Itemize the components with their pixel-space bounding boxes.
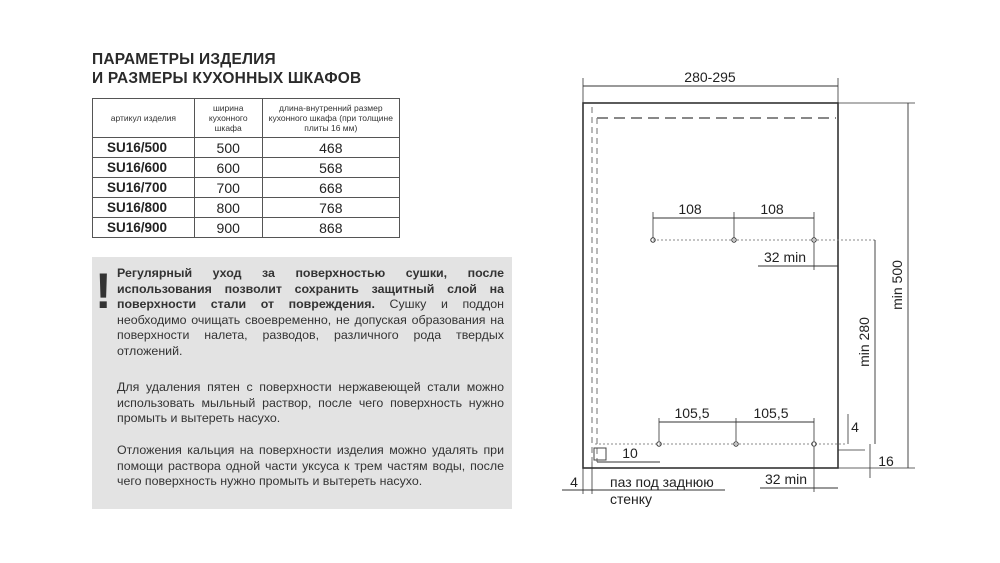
lower-offset: 32 min [764, 471, 808, 487]
upper-spacing-1: 108 [678, 201, 702, 217]
groove-marker [594, 448, 606, 460]
cell-article: SU16/800 [93, 198, 195, 218]
cell-article: SU16/500 [93, 138, 195, 158]
cell-length: 768 [262, 198, 399, 218]
header-width: ширина кухонного шкафа [194, 99, 262, 138]
upper-spacing-2: 108 [760, 201, 784, 217]
cell-length: 868 [262, 218, 399, 238]
header-article: артикул изделия [93, 99, 195, 138]
cabinet-outline [583, 103, 838, 468]
cell-length: 568 [262, 158, 399, 178]
lower-spacing-2: 105,5 [753, 405, 789, 421]
mid-height-label: min 280 [856, 317, 872, 367]
width-label: 280-295 [684, 69, 736, 85]
title-line-2: И РАЗМЕРЫ КУХОННЫХ ШКАФОВ [92, 70, 362, 87]
cell-width: 900 [194, 218, 262, 238]
care-note-paragraph-3: Отложения кальция на поверхности изделия можно удалять при помощи раствора одной части уксуса к трем частям воды, после чего поверхность нужно промыть и вытереть насухо. [117, 443, 504, 488]
cell-width: 600 [194, 158, 262, 178]
groove-note-line-1: паз под заднюю [610, 474, 714, 490]
groove-depth-label: 4 [570, 474, 578, 490]
cell-width: 700 [194, 178, 262, 198]
groove-offset-label: 10 [622, 445, 638, 461]
care-note-paragraph-2: Для удаления пятен с поверхности нержавеющей стали можно использовать мыльный раствор, после чего поверхность нужно промыть и вытереть насухо. [117, 380, 504, 425]
lower-spacing-1: 105,5 [674, 405, 710, 421]
total-height-label: min 500 [889, 260, 905, 310]
cell-article: SU16/700 [93, 178, 195, 198]
right-16-label: 16 [878, 453, 894, 469]
cell-length: 468 [262, 138, 399, 158]
header-inner-length: длина-внутренний размер кухонного шкафа (при толщине плиты 16 мм) [262, 99, 399, 138]
cell-article: SU16/900 [93, 218, 195, 238]
exclamation-icon: ! [95, 263, 112, 319]
care-note-text: Сушку и поддон необходимо очищать своевременно, не допуская образования на поверхности налета, разводов, различного рода твердых отложений. [117, 297, 504, 358]
cell-article: SU16/600 [93, 158, 195, 178]
right-4-label: 4 [851, 419, 859, 435]
groove-note-line-2: стенку [610, 491, 653, 507]
upper-offset: 32 min [763, 249, 807, 265]
cell-width: 500 [194, 138, 262, 158]
care-note-emphasis: Регулярный уход за поверхностью сушки, после использования позволит сохранить защитный слой на поверхности стали от повреждения. [117, 266, 504, 311]
title-line-1: ПАРАМЕТРЫ ИЗДЕЛИЯ [92, 51, 276, 68]
cell-length: 668 [262, 178, 399, 198]
cell-width: 800 [194, 198, 262, 218]
